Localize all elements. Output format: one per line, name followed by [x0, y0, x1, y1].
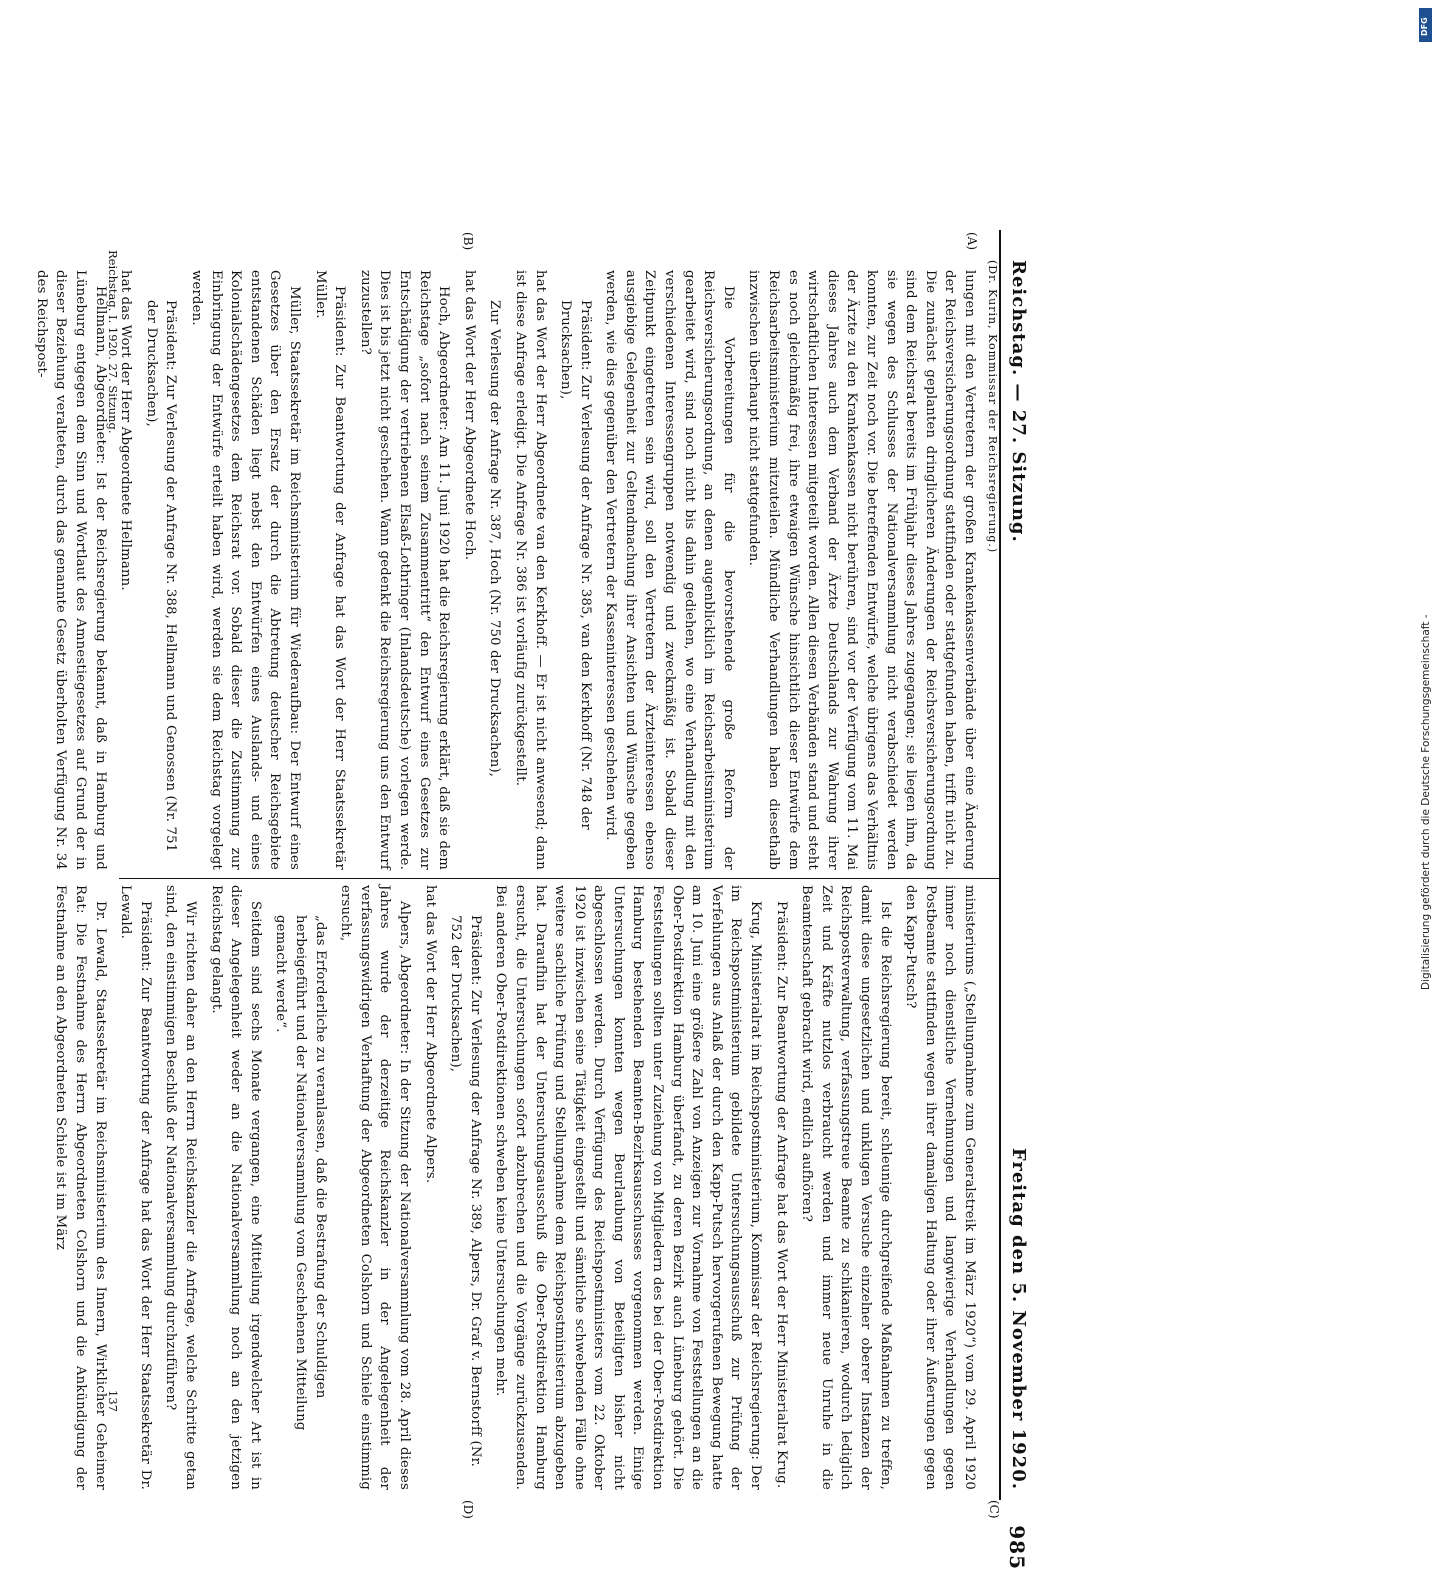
- paragraph: Alpers, Abgeordneter: In der Sitzung der Nationalversammlung vom 28. April dieses Jahres wurde der derzeitige Reichskanzler in der Angelegenheit der verfassungswidrigen Verhaftung der Abgeordneten Colshorn und Schiele einstimmig ersucht,: [338, 885, 412, 1490]
- editor-note: (Dr. Kurin, Kommissar der Reichsregierung.): [986, 260, 999, 554]
- paragraph: Krug, Ministerialrat im Reichspostministerium, Kommissar der Reichsregierung: Der im Reichspostministerium gebildete Untersuchungsausschuß zur Prüfung der Verfehlungen aus Anlaß der durch den Kapp-Putsch hervorgerufenen Bewegung hatte am 10. Juni eine größere Zahl von Anzeigen zur Vornahme von Feststellungen an die Ober-Postdirektion Hamburg überfandt, zu deren Bezirk auch Lüneburg gehört. Die Feststellungen sollten unter Zuziehung von Mitgliedern des bei der Ober-Postdirektion Hamburg bestehenden Beamten-Bezirksausschusses vorgenommen werden. Einige Untersuchungen konnten wegen Beurlaubung von Beteiligten bisher nicht abgeschlossen werden. Durch Verfügung des Reichspostministers vom 22. Oktober 1920 ist inzwischen seine Tätigkeit eingestellt und sämtliche schwebenden Fälle ohne weitere sachliche Prüfung und Stellungnahme dem Reichspostministerium abzugeben hat. Daraufhin hat der Untersuchungsausschuß die Ober-Postdirektion Hamburg ersucht, die Untersuchungen sofort abzubrechen und die Vorgänge zurückzusenden. Bei anderen Ober-Postdirektionen schweben keine Untersuchungen mehr.: [493, 885, 764, 1490]
- footer-right: 137: [106, 1390, 120, 1412]
- rotated-page: [0, 210, 1035, 1570]
- footer-left: Reichstag. I. 1920. 27. Sitzung.: [106, 250, 120, 434]
- paragraph: Ist die Reichsregierung bereit, schleunige durchgreifende Maßnahmen zu treffen, damit diese ungesetzlichen und unklugen Versuche einzelner oberer Instanzen der Reichspostverwaltung, verfassungstreue Beamte zu schikanieren, wodurch lediglich Zeit und Kräfte nutzlos verbraucht werden und immer neue Unruhe in die Beamtenschaft gebracht wird, endlich aufhören?: [799, 885, 893, 1490]
- column-divider: [119, 878, 999, 879]
- side-credit: [1418, 0, 1434, 1000]
- marker-a: (A): [965, 232, 979, 251]
- page-number: 985: [1005, 1525, 1029, 1570]
- president-line: Präsident: Zur Beantwortung der Anfrage hat das Wort der Herr Staatssekretär Dr. Lewald.: [118, 885, 153, 1490]
- paragraph: Die Vorbereitungen für die bevorstehende große Reform der Reichsversicherungsordnung, an denen augenblicklich im Reichsarbeitsministerium gearbeitet wird, sind noch nicht bis dahin gediehen, wo eine Verhandlung mit den verschiedenen Interessengruppen notwendig und zweckmäßig ist. Sobald dieser Zeitpunkt eingetreten sein wird, soll den Vertretern der Ärzteinteressen ebenso ausgiebige Gelegenheit zur Geltendmachung ihrer Ansichten und Wünsche gegeben werden, wie dies gegenüber den Vertretern der Kasseninteressen geschehen wird.: [603, 270, 736, 870]
- president-line: Zur Verlesung der Anfrage Nr. 387, Hoch (Nr. 750 der Drucksachen),: [487, 300, 503, 778]
- paragraph: Hoch, Abgeordneter: Am 11. Juni 1920 hat die Reichsregierung erklärt, daß sie dem Reichstage „sofort nach seinem Zusammentritt“ den Entwurf eines Gesetzes zur Entschädigung der vertriebenen Elsaß-Lothringer (Inlandsdeutsche) vorlegen werde. Dies ist bis jetzt nicht geschehen. Wann gedenkt die Reichsregierung uns den Entwurf zuzustellen?: [357, 270, 452, 870]
- president-line: Präsident: Zur Verlesung der Anfrage Nr. 388, Hellmann und Genossen (Nr. 751 der Drucksachen),: [143, 300, 179, 853]
- page-header: [986, 230, 1035, 1570]
- marker-c: (C): [987, 1500, 1001, 1519]
- paragraph: Hellmann, Abgeordneter: Ist der Reichsregierung bekannt, daß in Hamburg und Lüneburg entgegen dem Sinn und Wortlaut des Amnestiegesetzes auf Grund der in dieser Beziehung veralteten, durch das genannte Gesetz überholten Verfügung Nr. 34 des Reichspost-: [33, 270, 108, 870]
- marker-b: (B): [461, 232, 475, 251]
- quotation: „das Erforderliche zu veranlassen, daß die Bestrafung der Schuldigen herbeigeführt und der Nationalversammlung vom Geschehenen Mitteilung gemacht werde“.: [273, 915, 328, 1431]
- right-column: [45, 885, 979, 1490]
- president-line: Präsident: Zur Beantwortung der Anfrage hat das Wort der Herr Staatssekretär Müller.: [312, 270, 348, 870]
- header-right: Freitag den 5. November 1920.: [1008, 1147, 1029, 1490]
- header-left: Reichstag. — 27. Sitzung.: [1008, 260, 1029, 543]
- left-column: [25, 270, 979, 870]
- paragraph: ministeriums („Stellungnahme zum Generalstreik im März 1920“) vom 29. April 1920 immer noch dienstliche Vernehmungen und langwierige Verhandlungen gegen Postbeamte stattfinden wegen ihrer damaligen Haltung oder ihrer Äußerungen gegen den Kapp-Putsch?: [903, 885, 977, 1490]
- president-line: Präsident: Zur Verlesung der Anfrage Nr. 385, van den Kerkhoff (Nr. 748 der Drucksachen),: [558, 300, 593, 831]
- paragraph: hat das Wort der Herr Abgeordnete Hoch.: [461, 270, 477, 561]
- paragraph: lungen mit den Vertretern der großen Krankenkassenverbände über eine Änderung der Reichsversicherungsordnung stattfinden oder stattgefunden haben, trifft nicht zu. Die zunächst geplanten dringlicheren Änderungen der Reichsversicherungsordnung sind dem Reichsrat bereits im Frühjahr dieses Jahres zugegangen; sie liegen ihm, da sie wegen des Schlusses der Nationalversammlung nicht verabschiedet werden konnten, zur Zeit noch vor. Die betreffenden Entwürfe, welche übrigens das Verhältnis der Ärzte zu den Krankenkassen nicht berühren, sind vor der Verfügung vom 11. Mai dieses Jahres auch dem Verband der Ärzte Deutschlands zur Wahrung ihrer wirtschaftlichen Interessen mitgeteilt worden. Allen diesen Verbänden stand und steht es noch gleichmäßig frei, ihre etwaigen Wünsche hinsichtlich dieser Entwürfe dem Reichsarbeitsministerium mitzuteilen. Mündliche Verhandlungen haben diesethalb inzwischen überhaupt nicht stattgefunden.: [746, 270, 977, 870]
- paragraph: Seitdem sind sechs Monate vergangen, eine Mitteilung irgendwelcher Art ist in dieser Angelegenheit weder an die Nationalversammlung noch an den jetzigen Reichstag gelangt.: [208, 885, 263, 1490]
- marker-d: (D): [461, 1500, 475, 1519]
- paragraph: Wir richten daher an den Herrn Reichskanzler die Anfrage, welche Schritte getan sind, den einstimmigen Beschluß der Nationalversammlung durchzuführen?: [163, 885, 199, 1490]
- side-credit-text: Digitalisierung gefördert durch die Deutsche Forschungsgemeinschaft -: [1420, 614, 1432, 990]
- paragraph: hat das Wort der Herr Abgeordnete Alpers.: [422, 885, 438, 1184]
- paragraph: hat das Wort der Herr Abgeordnete Hellmann.: [118, 270, 134, 591]
- paragraph: Müller, Staatssekretär im Reichsministerium für Wiederaufbau: Der Entwurf eines Gesetzes über den Ersatz der durch die Abtretung deutscher Reichsgebiete entstandenen Schäden liegt nebst den Entwürfen eines Auslands- und eines Kolonialschädengesetzes dem Reichsrat vor. Sobald dieser die Zustimmung zur Einbringung der Entwürfe erteilt haben wird, werden sie dem Reichstag vorgelegt werden.: [189, 270, 302, 870]
- paragraph: Dr. Lewald, Staatssekretär im Reichsministerium des Innern, Wirklicher Geheimer Rat: Die Festnahme des Herrn Abgeordneten Colshorn und die Ankündigung der Festnahme an den Abgeordneten Schiele ist im März: [53, 885, 108, 1490]
- president-line: Präsident: Zur Beantwortung der Anfrage hat das Wort der Herr Ministerialrat Krug.: [773, 901, 789, 1489]
- paragraph: hat das Wort der Herr Abgeordnete van den Kerkhoff. — Er ist nicht anwesend; dann ist diese Anfrage erledigt. Die Anfrage Nr. 386 ist vorläufig zurückgestellt.: [512, 270, 548, 870]
- president-line: Präsident: Zur Verlesung der Anfrage Nr. 389, Alpers, Dr. Graf v. Bernstorff (Nr. 752 der Drucksachen),: [448, 915, 483, 1468]
- dfg-logo: DFG: [1419, 8, 1432, 42]
